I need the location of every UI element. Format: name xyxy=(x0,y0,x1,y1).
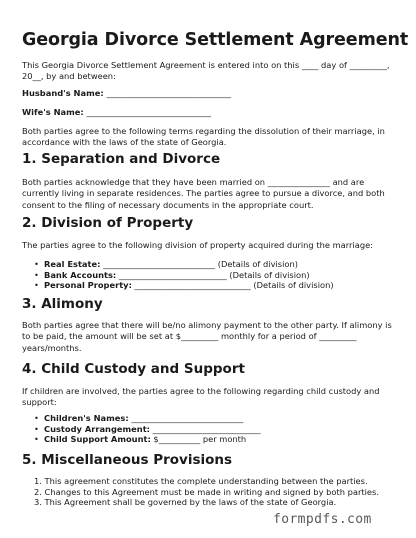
bullet-icon: • xyxy=(34,259,39,269)
section-heading-miscellaneous: 5. Miscellaneous Provisions xyxy=(22,452,233,468)
list-item xyxy=(34,434,260,445)
wife-name-field xyxy=(22,107,211,117)
husband-name-line: ______________________________ xyxy=(106,88,232,98)
list-item-label: Children's Names: xyxy=(44,413,129,423)
list-item-label: Custody Arrangement: xyxy=(44,423,150,434)
list-item: 1. This agreement constitutes the complete understanding between the parties. xyxy=(34,476,368,486)
section-heading-custody: 4. Child Custody and Support xyxy=(22,361,245,377)
list-item-label: Bank Accounts: xyxy=(44,269,117,280)
bullet-icon: • xyxy=(34,269,39,280)
property-list xyxy=(34,259,334,291)
list-item xyxy=(34,424,260,435)
husband-name-field xyxy=(22,88,231,98)
list-item xyxy=(34,280,334,291)
section-heading-property: 2. Division of Property xyxy=(22,215,194,231)
list-item xyxy=(34,270,334,281)
bullet-icon: • xyxy=(34,423,39,434)
wife-name-line: ______________________________ xyxy=(86,107,212,117)
custody-intro-paragraph: If children are involved, the parties agree to the following regarding child custody and support: xyxy=(22,386,380,408)
agreement-terms-paragraph: Both parties agree to the following terms regarding the dissolution of their marriage, in accordance with the laws of the state of Georgia. xyxy=(22,126,385,148)
list-item-label: Personal Property: xyxy=(44,280,132,291)
custody-list xyxy=(34,413,260,445)
bullet-icon: • xyxy=(34,434,39,445)
alimony-paragraph: Both parties agree that there will be/no alimony payment to the other party. If alimony is to be paid, the amount will be set at $_________ monthly for a period of _________ years/months. xyxy=(22,320,392,353)
list-item-value: __________________________ xyxy=(149,423,261,434)
bullet-icon: • xyxy=(34,413,39,423)
list-item-value: ____________________________ (Details of division) xyxy=(131,280,334,291)
section-heading-separation: 1. Separation and Divorce xyxy=(22,151,221,167)
list-item-label: Real Estate: xyxy=(44,259,101,269)
property-intro-paragraph: The parties agree to the following division of property acquired during the marriage: xyxy=(22,240,373,250)
list-item-value: ___________________________ xyxy=(128,413,244,423)
watermark: formpdfs.com xyxy=(273,512,372,527)
list-item-value: __________________________ (Details of division) xyxy=(116,269,310,280)
wife-name-label: Wife's Name: xyxy=(22,107,84,117)
list-item: 2. Changes to this Agreement must be made in writing and signed by both parties. xyxy=(34,486,379,497)
document-title: Georgia Divorce Settlement Agreement xyxy=(22,30,409,50)
list-item-label: Child Support Amount: xyxy=(44,434,151,445)
intro-paragraph: This Georgia Divorce Settlement Agreement is entered into on this ____ day of _________, 20__, by and between: xyxy=(22,60,390,82)
list-item xyxy=(34,259,334,270)
husband-name-label: Husband's Name: xyxy=(22,88,104,98)
list-item-value: $__________ per month xyxy=(150,434,247,445)
bullet-icon: • xyxy=(34,280,39,291)
list-item-value: ___________________________ (Details of division) xyxy=(100,259,298,269)
list-item xyxy=(34,413,260,424)
section-heading-alimony: 3. Alimony xyxy=(22,296,103,312)
miscellaneous-list xyxy=(34,476,379,508)
list-item: 3. This Agreement shall be governed by the laws of the state of Georgia. xyxy=(34,497,337,508)
separation-paragraph: Both parties acknowledge that they have been married on _______________ and are currently living in separate residences. The parties agree to pursue a divorce, and both consent to the filing of necessary documents in the appropriate court. xyxy=(22,177,385,210)
